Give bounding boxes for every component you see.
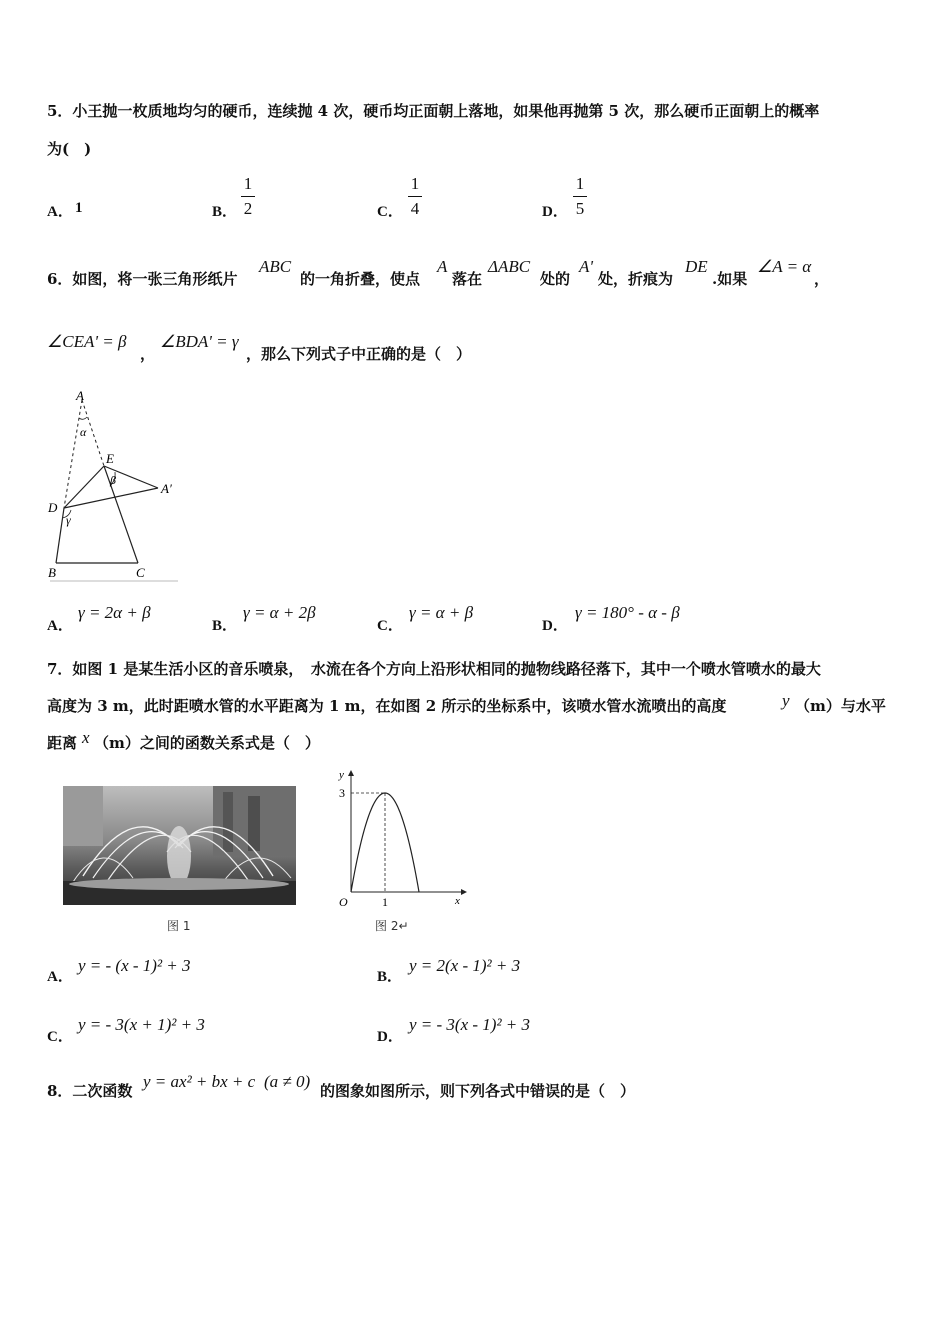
label-d: D — [48, 500, 58, 515]
q6-text-4: 处的 — [540, 270, 571, 288]
label-a-prime: A′ — [161, 481, 172, 496]
q6-option-a-expr: γ = 2α + β — [78, 603, 151, 622]
q6-option-c-expr: γ = α + β — [409, 603, 474, 622]
figure1-caption: 图 1 — [167, 919, 191, 933]
q5-option-b-denominator: 2 — [243, 199, 253, 218]
q6-math-triangle-abc: ΔABC — [488, 257, 531, 276]
angle-alpha-arc — [79, 417, 87, 419]
label-b: B — [48, 565, 56, 580]
q7-option-b-expr: y = 2(x - 1)² + 3 — [409, 956, 521, 975]
q6-option-d-label[interactable]: D． — [542, 618, 568, 634]
q7-line3-a: 距离 — [47, 734, 78, 752]
q5-option-b-fraction — [241, 174, 255, 219]
q6-option-d-expr: γ = 180° - α - β — [575, 603, 680, 622]
q7-option-a-expr: y = - (x - 1)² + 3 — [78, 956, 191, 975]
parabola-curve — [351, 793, 419, 892]
q5-option-c-fraction — [408, 174, 422, 219]
q5-option-b-label[interactable]: B． — [212, 204, 238, 220]
q6-text-3: 落在 — [452, 270, 483, 288]
q6-text-9: ，那么下列式子中正确的是（ ） — [246, 345, 472, 363]
q6-option-c-label[interactable]: C． — [377, 618, 403, 634]
q7-line2-b: （m）与水平 — [795, 697, 886, 715]
q6-text-8: ， — [140, 345, 156, 363]
q7-option-b-label[interactable]: B． — [377, 969, 403, 985]
segment-db — [56, 508, 64, 563]
fountain-illustration — [63, 786, 296, 905]
q6-math-angle-cea: ∠CEA' = β — [47, 332, 127, 351]
q6-math-a: A — [437, 257, 448, 276]
fraction-bar — [408, 196, 422, 197]
q6-text-2: 的一角折叠，使点 — [300, 270, 421, 288]
label-gamma: γ — [66, 513, 71, 527]
q7-math-x: x — [82, 728, 90, 747]
q5-option-d-denominator: 5 — [575, 199, 585, 218]
q8-math-function: y = ax² + bx + c — [143, 1072, 256, 1091]
q6-text-5: 处，折痕为 — [598, 270, 674, 288]
q7-option-c-label[interactable]: C． — [47, 1029, 73, 1045]
q7-math-y: y — [782, 691, 790, 710]
q7-option-d-expr: y = - 3(x - 1)² + 3 — [409, 1015, 531, 1034]
q7-option-d-label[interactable]: D． — [377, 1029, 403, 1045]
origin-label: O — [339, 895, 348, 909]
fraction-bar — [241, 196, 255, 197]
q6-math-abc: ABC — [259, 257, 292, 276]
y-tick-label: 3 — [339, 786, 345, 800]
label-e: E — [106, 451, 114, 466]
segment-da-prime — [64, 488, 158, 508]
q6-math-angle-a: ∠A = α — [757, 257, 812, 276]
figure2-caption: 图 2↵ — [375, 919, 409, 933]
q6-text-7: ， — [814, 270, 830, 288]
q7-line3-b: （m）之间的函数关系式是（ ） — [94, 734, 320, 752]
parabola-graph — [325, 768, 470, 918]
q5-line1: 5．小王抛一枚质地均匀的硬币，连续抛 4 次，硬币均正面朝上落地，如果他再抛第 5 次，那么硬币正面朝上的概率 — [47, 102, 820, 120]
q5-option-c-denominator: 4 — [410, 199, 420, 218]
label-alpha: α — [80, 425, 87, 439]
label-c: C — [136, 565, 145, 580]
q5-option-c-label[interactable]: C． — [377, 204, 403, 220]
q5-option-d-numerator: 1 — [575, 174, 585, 193]
label-beta: β — [110, 473, 116, 487]
label-a: A — [76, 388, 84, 403]
q6-option-a-label[interactable]: A． — [47, 618, 73, 634]
q6-math-angle-bda: ∠BDA' = γ — [160, 332, 239, 351]
q5-option-b-numerator: 1 — [243, 174, 253, 193]
y-axis-label: y — [339, 769, 344, 781]
q6-triangle-figure — [40, 390, 190, 590]
q7-line1: 7．如图 1 是某生活小区的音乐喷泉， 水流在各个方向上沿形状相同的抛物线路径落下，其中一个喷水管喷水的最大 — [47, 660, 821, 678]
q5-option-d-label[interactable]: D． — [542, 204, 568, 220]
x-axis-label: x — [455, 895, 460, 907]
q5-option-c-numerator: 1 — [410, 174, 420, 193]
x-axis-arrow — [461, 889, 467, 895]
q7-line2-a: 高度为 3 m，此时距喷水管的水平距离为 1 m，在如图 2 所示的坐标系中，该喷水管水流喷出的高度 — [47, 697, 727, 715]
q5-option-a-label[interactable]: A． — [47, 204, 73, 220]
q8-math-condition: (a ≠ 0) — [264, 1072, 311, 1091]
q8-text-1: 8．二次函数 — [47, 1082, 133, 1100]
q8-text-2: 的图象如图所示，则下列各式中错误的是（ ） — [320, 1082, 636, 1100]
q5-option-d-fraction — [573, 174, 587, 219]
y-axis-arrow — [348, 770, 354, 776]
q6-text-6: .如果 — [712, 270, 748, 288]
x-tick-label: 1 — [382, 895, 388, 909]
q7-option-a-label[interactable]: A． — [47, 969, 73, 985]
q6-math-de: DE — [685, 257, 708, 276]
fountain-photo — [63, 786, 296, 905]
q6-math-a-prime: A' — [579, 257, 594, 276]
q6-option-b-expr: γ = α + 2β — [243, 603, 316, 622]
fraction-bar — [573, 196, 587, 197]
q6-option-b-label[interactable]: B． — [212, 618, 238, 634]
q5-option-a-value: 1 — [75, 200, 83, 216]
q6-text-1: 6．如图，将一张三角形纸片 — [47, 270, 238, 288]
q7-option-c-expr: y = - 3(x + 1)² + 3 — [78, 1015, 205, 1034]
q5-line2: 为( ) — [47, 140, 92, 158]
